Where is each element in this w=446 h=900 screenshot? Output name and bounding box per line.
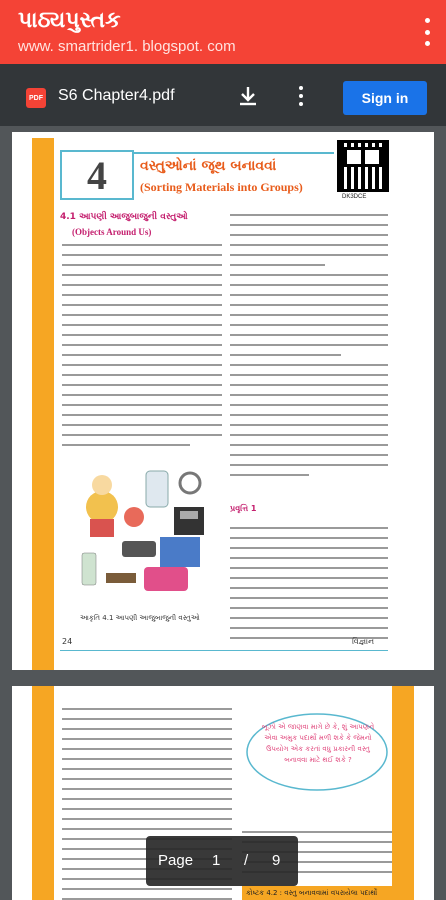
page-indicator-label: Page — [158, 852, 194, 869]
footer-rule — [60, 650, 388, 651]
app-bar — [0, 0, 446, 64]
more-vert-icon[interactable] — [293, 84, 309, 108]
total-pages: 9 — [272, 852, 281, 869]
page-margin-bar — [32, 686, 54, 900]
thought-cloud-text: બૂઝો એ જાણવા માગે છે કે, શું આપણને એવા અમુક પદાર્થો મળી શકે કે જેમનો ઉપયોગ એક કરતાં વધુ પ્રકારની વસ્તુ બનાવવા માટે થઈ શકે ? — [261, 723, 375, 764]
figure-caption: આકૃતિ 4.1 આપણી આજુબાજુની વસ્તુઓ — [80, 614, 200, 622]
page-margin-bar-right — [392, 686, 414, 900]
section-subheading: (Objects Around Us) — [72, 227, 152, 237]
current-page: 1 — [212, 852, 221, 869]
chapter-title: વસ્તુઓનાં જૂથ બનાવવાં — [140, 158, 277, 174]
page-margin-bar — [32, 138, 54, 670]
chapter-subtitle: (Sorting Materials into Groups) — [140, 180, 303, 194]
body-text-left — [62, 244, 222, 454]
body-text-right — [230, 214, 388, 484]
pdf-file-icon: PDF — [26, 88, 46, 108]
table-heading: કોષ્ટક 4.2 : વસ્તુ બનાવવામાં વપરાયેલા પદાર્થો — [242, 886, 392, 900]
download-icon[interactable] — [236, 84, 260, 108]
pdf-viewer[interactable] — [0, 126, 446, 900]
sign-in-button[interactable]: Sign in — [343, 81, 427, 115]
page-indicator — [146, 836, 298, 886]
chapter-rule — [134, 152, 334, 154]
objects-illustration — [62, 457, 222, 607]
page-number: 24 — [62, 637, 73, 646]
pdf-filename: S6 Chapter4.pdf — [58, 87, 175, 104]
qr-code-image — [337, 140, 389, 192]
page-footer-subject: વિજ્ઞાન — [352, 637, 375, 646]
activity-text — [230, 527, 388, 647]
qr-code-label: DK3DCE — [342, 194, 367, 200]
app-subtitle: www. smartrider1. blogspot. com — [18, 38, 236, 55]
section-heading: 4.1 આપણી આજુબાજુની વસ્તુઓ — [60, 212, 188, 222]
activity-heading: પ્રવૃત્તિ 1 — [230, 504, 257, 513]
page-separator: / — [244, 852, 249, 869]
pdf-page-1 — [12, 132, 434, 670]
app-title: પાઠ્યપુસ્તક — [18, 8, 121, 33]
overflow-menu-icon[interactable] — [422, 18, 432, 46]
chapter-number: 4 — [60, 150, 134, 200]
pdf-toolbar — [0, 64, 446, 126]
